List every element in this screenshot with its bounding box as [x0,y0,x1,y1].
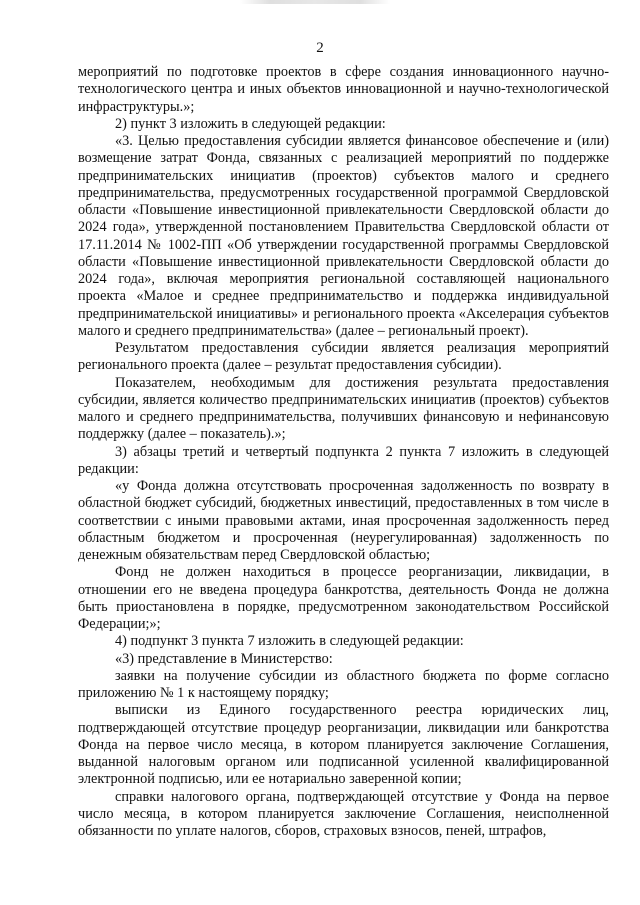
paragraph-5: Показателем, необходимым для достижения результата предоставления субсидии, является количество предпринимательских инициатив (проектов) субъектов малого и среднего предпринимательства, получивших финансовую и нефинансовую поддержку (далее – показатель).»; [78,374,609,443]
paragraph-11: заявки на получение субсидии из областного бюджета по форме согласно приложению № 1 к настоящему порядку; [78,667,609,701]
paragraph-12: выписки из Единого государственного реестра юридических лиц, подтверждающей отсутствие процедур реорганизации, ликвидации или банкротства Фонда на первое число месяца, в котором планируется заключение Соглашения, выданной налоговым органом или подписанной усиленной квалифицированной электронной подписью, или ее нотариально заверенной копии; [78,702,609,788]
paragraph-9: 4) подпункт 3 пункта 7 изложить в следующей редакции: [115,633,464,650]
paragraph-6: 3) абзацы третий и четвертый подпункта 2 пункта 7 изложить в следующей редакции: [78,443,609,477]
paragraph-1: мероприятий по подготовке проектов в сфере создания инновационного научно-технологического центра и иных объектов инновационной и научно-технологической инфраструктуры.»; [78,64,609,115]
paragraph-3: «3. Целью предоставления субсидии является финансовое обеспечение и (или) возмещение затрат Фонда, связанных с реализацией мероприятий по поддержке предпринимательских инициатив (проектов) субъектов малого и среднего предпринимательства, предусмотренных государственной программой Свердловской области «Повышение инвестиционной привлекательности Свердловской области до 2024 года», утвержденной постановлением Правительства Свердловской области от 17.11.2014 № 1002-ПП «Об утверждении государственной программы Свердловской области «Повышение инвестиционной привлекательности Свердловской области до 2024 года», включая мероприятия региональной составляющей национального проекта «Малое и среднее предпринимательство и поддержка индивидуальной предпринимательской инициативы» и регионального проекта «Акселерация субъектов малого и среднего предпринимательства» (далее – региональный проект). [78,133,609,339]
page-number: 2 [316,40,324,56]
paragraph-4: Результатом предоставления субсидии является реализация мероприятий регионального проекта (далее – результат предоставления субсидии). [78,340,609,374]
paragraph-8: Фонд не должен находиться в процессе реорганизации, ликвидации, в отношении его не введена процедура банкротства, деятельность Фонда не должна быть приостановлена в порядке, предусмотренном законодательством Российской Федерации;»; [78,564,609,632]
paragraph-7: «у Фонда должна отсутствовать просроченная задолженность по возврату в областной бюджет субсидий, бюджетных инвестиций, предоставленных в том числе в соответствии с иными правовыми актами, иная просроченная задолженность перед областным бюджетом и просроченная (неурегулированная) задолженность по денежным обязательствам перед Свердловской областью; [78,478,609,563]
scan-header-artifact [240,0,390,4]
paragraph-10: «3) представление в Министерство: [115,650,333,667]
paragraph-2: 2) пункт 3 изложить в следующей редакции: [115,115,386,132]
document-body [78,64,609,840]
paragraph-13: справки налогового органа, подтверждающей отсутствие у Фонда на первое число месяца, в котором планируется заключение Соглашения, неисполненной обязанности по уплате налогов, сборов, страховых взносов, пеней, штрафов, [78,788,609,839]
